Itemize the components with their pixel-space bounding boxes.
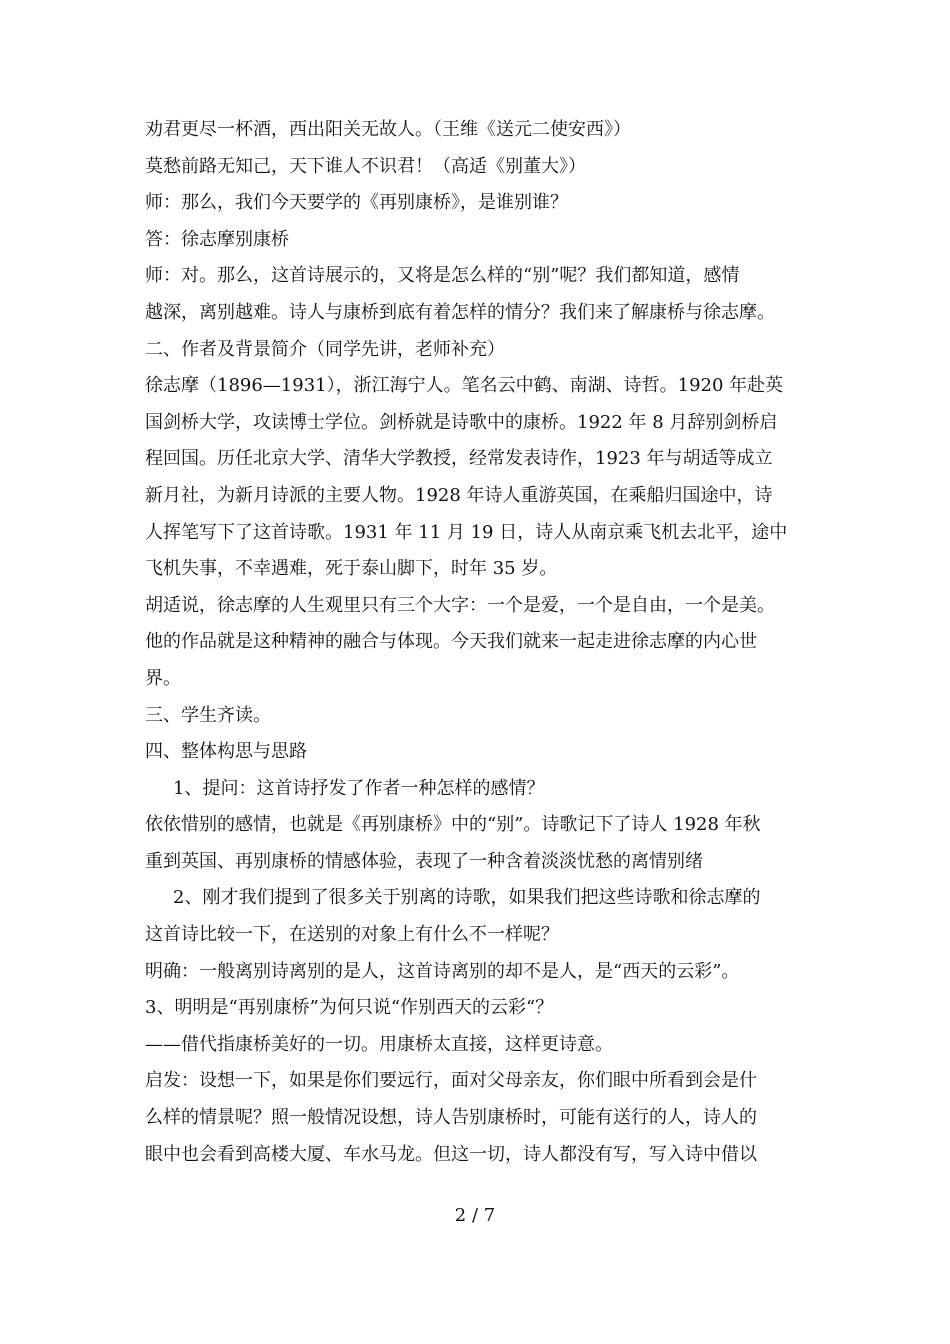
text-line: 重到英国、再别康桥的情感体验，表现了一种含着淡淡忧愁的离情别绪: [145, 850, 703, 872]
text-line: 人挥笔写下了这首诗歌。1931 年 11 月 19 日，诗人从南京乘飞机去北平，途中: [145, 521, 788, 543]
text-line: 国剑桥大学，攻读博士学位。剑桥就是诗歌中的康桥。1922 年 8 月辞别剑桥启: [145, 411, 778, 433]
page-number: 2 / 7: [454, 1205, 496, 1226]
text-line: 他的作品就是这种精神的融合与体现。今天我们就来一起走进徐志摩的内心世: [145, 631, 757, 653]
text-line: 么样的情景呢？照一般情况设想，诗人告别康桥时，可能有送行的人，诗人的: [145, 1107, 757, 1129]
text-line: 这首诗比较一下，在送别的对象上有什么不一样呢？: [145, 924, 559, 946]
text-line: 明确：一般离别诗离别的是人，这首诗离别的却不是人，是“西天的云彩”。: [145, 960, 740, 982]
text-line: 飞机失事，不幸遇难，死于泰山脚下，时年 35 岁。: [145, 558, 558, 580]
text-line: 三、学生齐读。: [145, 704, 271, 726]
text-line: 新月社，为新月诗派的主要人物。1928 年诗人重游英国，在乘船归国途中，诗: [145, 484, 773, 506]
text-line: 答：徐志摩别康桥: [145, 228, 289, 250]
text-line: 师：那么，我们今天要学的《再别康桥》，是谁别谁？: [145, 192, 568, 214]
text-line: 1、提问：这首诗抒发了作者一种怎样的感情？: [173, 777, 545, 799]
text-line: 劝君更尽一杯酒，西出阳关无故人。（王维《送元二使安西》）: [145, 119, 631, 140]
text-line: 3、明明是“再别康桥”为何只说“作别西天的云彩“？: [145, 997, 554, 1019]
text-line: ——借代指康桥美好的一切。用康桥太直接，这样更诗意。: [145, 1033, 613, 1055]
text-line: 界。: [145, 667, 181, 689]
text-line: 莫愁前路无知己，天下谁人不识君！（高适《别董大》）: [145, 155, 586, 177]
text-line: 四、整体构思与思路: [145, 741, 307, 763]
text-line: 程回国。历任北京大学、清华大学教授，经常发表诗作，1923 年与胡适等成立: [145, 448, 773, 470]
text-line: 依依惜别的感情，也就是《再别康桥》中的“别”。诗歌记下了诗人 1928 年秋: [145, 814, 761, 836]
text-line: 二、作者及背景简介（同学先讲，老师补充）: [145, 338, 505, 360]
text-line: 师：对。那么，这首诗展示的，又将是怎么样的“别”呢？我们都知道，感情: [145, 265, 740, 287]
document-body: [145, 112, 815, 1173]
text-line: 2、刚才我们提到了很多关于别离的诗歌，如果我们把这些诗歌和徐志摩的: [173, 887, 761, 909]
text-line: 徐志摩（1896—1931），浙江海宁人。笔名云中鹤、南湖、诗哲。1920 年赴英: [145, 375, 784, 397]
text-line: 胡适说，徐志摩的人生观里只有三个大字：一个是爱，一个是自由，一个是美。: [145, 594, 775, 616]
text-line: 越深，离别越难。诗人与康桥到底有着怎样的情分？我们来了解康桥与徐志摩。: [145, 301, 775, 323]
text-line: 启发：设想一下，如果是你们要远行，面对父母亲友，你们眼中所看到会是什: [145, 1070, 757, 1092]
text-line: 眼中也会看到高楼大厦、车水马龙。但这一切，诗人都没有写，写入诗中借以: [145, 1143, 757, 1165]
